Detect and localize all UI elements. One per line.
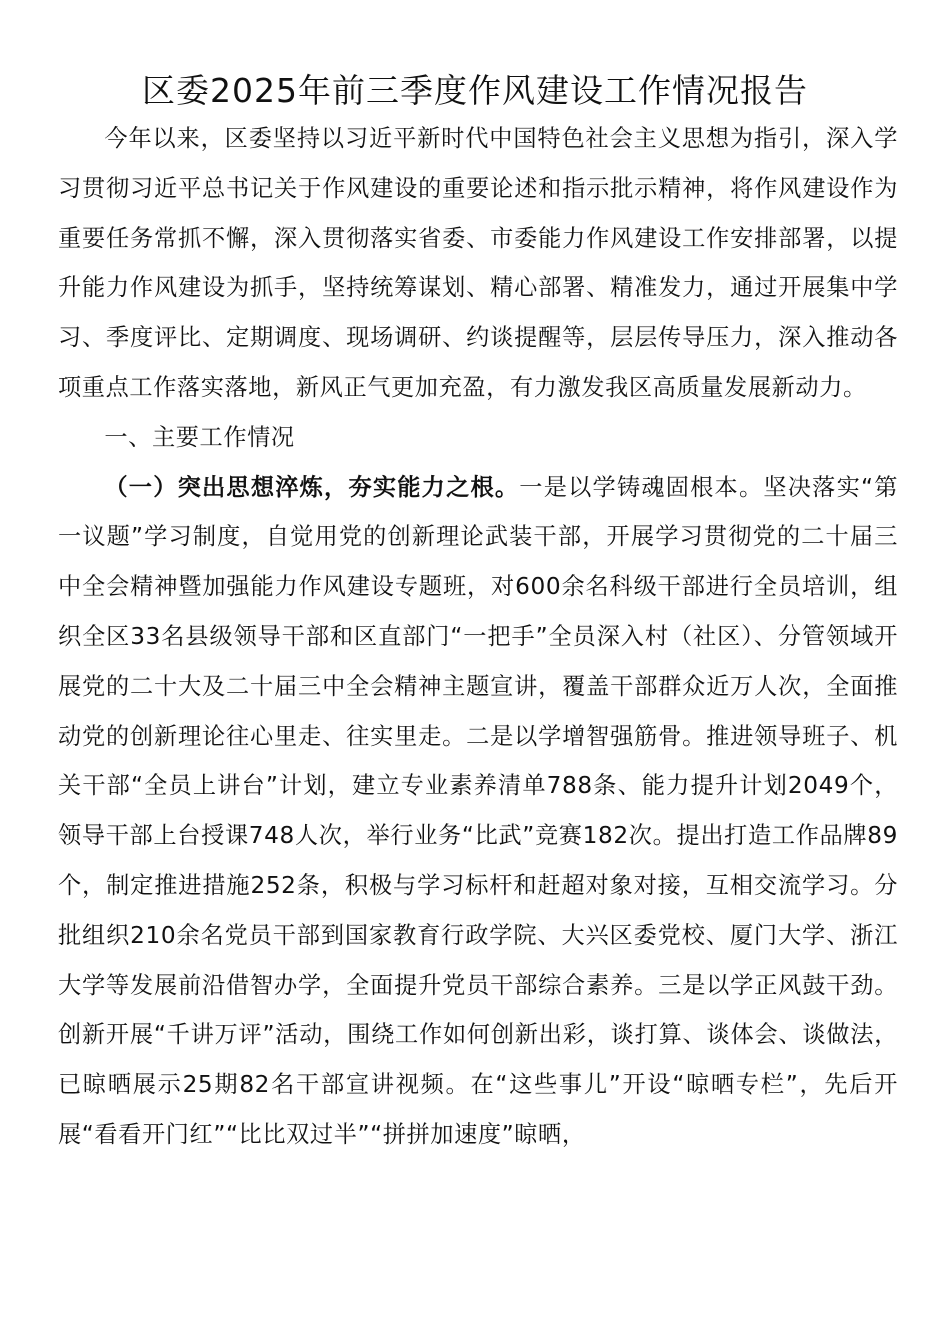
document-body (58, 114, 898, 1160)
section-1-paragraph (58, 463, 898, 1160)
section-1-lead: （一）突出思想淬炼，夯实能力之根。 (104, 473, 520, 501)
intro-paragraph: 今年以来，区委坚持以习近平新时代中国特色社会主义思想为指引，深入学习贯彻习近平总书记关于作风建设的重要论述和指示批示精神，将作风建设作为重要任务常抓不懈，深入贯彻落实省委、市委能力作风建设工作安排部署，以提升能力作风建设为抓手，坚持统筹谋划、精心部署、精准发力，通过开展集中学习、季度评比、定期调度、现场调研、约谈提醒等，层层传导压力，深入推动各项重点工作落实落地，新风正气更加充盈，有力激发我区高质量发展新动力。 (58, 125, 898, 401)
section-1-text: 一是以学铸魂固根本。坚决落实“第一议题”学习制度，自觉用党的创新理论武装干部，开展学习贯彻党的二十届三中全会精神暨加强能力作风建设专题班，对600余名科级干部进行全员培训，组织全区33名县级领导干部和区直部门“一把手”全员深入村（社区）、分管领域开展党的二十大及二十届三中全会精神主题宣讲，覆盖干部群众近万人次，全面推动党的创新理论往心里走、往实里走。二是以学增智强筋骨。推进领导班子、机关干部“全员上讲台”计划，建立专业素养清单788条、能力提升计划2049个，领导干部上台授课748人次，举行业务“比武”竞赛182次。提出打造工作品牌89个，制定推进措施252条，积极与学习标杆和赶超对象对接，互相交流学习。分批组织210余名党员干部到国家教育行政学院、大兴区委党校、厦门大学、浙江大学等发展前沿借智办学，全面提升党员干部综合素养。三是以学正风鼓干劲。创新开展“千讲万评”活动，围绕工作如何创新出彩，谈打算、谈体会、谈做法，已晾晒展示25期82名干部宣讲视频。在“这些事儿”开设“晾晒专栏”，先后开展“看看开门红”“比比双过半”“拼拼加速度”晾晒， (58, 473, 898, 1148)
section-heading: 一、主要工作情况 (104, 423, 295, 451)
document-title: 区委2025年前三季度作风建设工作情况报告 (142, 71, 808, 110)
